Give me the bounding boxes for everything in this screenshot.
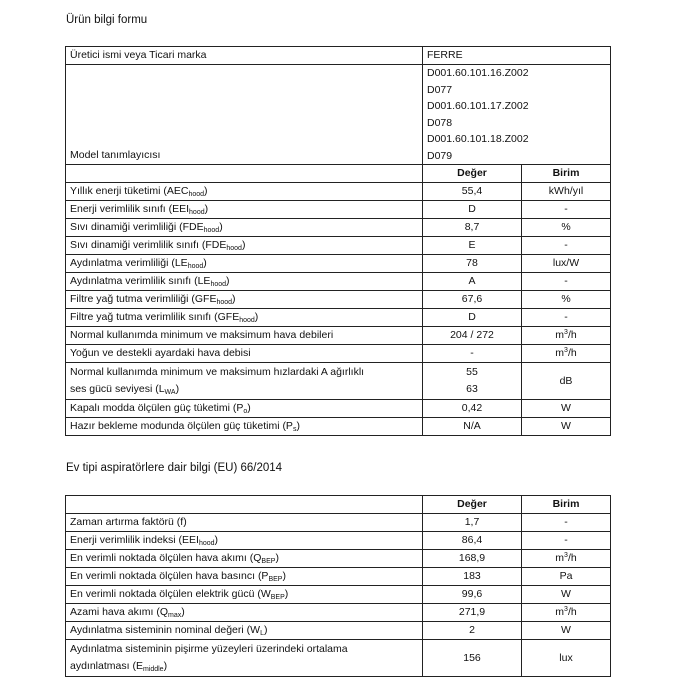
header-row [66, 496, 611, 514]
illumination-unit: lux [522, 640, 611, 677]
data-row [66, 586, 611, 604]
noise-label-line1: Normal kullanımda minimum ve maksimum hızlardaki A ağırlıklı [70, 366, 365, 378]
row-value: 78 [423, 255, 522, 273]
row-label: Kapalı modda ölçülen güç tüketimi $(P_o)$ [66, 400, 423, 418]
header-blank [66, 165, 423, 183]
noise-row [66, 363, 611, 400]
row-unit: W [522, 622, 611, 640]
row-value: - [423, 345, 522, 363]
row-unit: $m^3/h$ [522, 604, 611, 622]
brand-row [66, 47, 611, 65]
section2-title: Ev tipi aspiratörlere dair bilgi (EU) 66/2014 [66, 462, 283, 474]
row-unit: - [522, 237, 611, 255]
col-value-header: Değer [423, 165, 522, 183]
row-unit: W [522, 586, 611, 604]
row-value: 86,4 [423, 532, 522, 550]
row-value: 8,7 [423, 219, 522, 237]
row-label: Zaman artırma faktörü (f) [66, 514, 423, 532]
model-item: D001.60.101.18.Z002 [427, 133, 529, 145]
row-unit: lux/W [522, 255, 611, 273]
row-value: 67,6 [423, 291, 522, 309]
row-value: N/A [423, 418, 522, 436]
row-unit: - [522, 532, 611, 550]
illumination-label-line1: Aydınlatma sisteminin pişirme yüzeyleri üzerindeki ortalama [70, 643, 348, 655]
model-row [66, 65, 611, 165]
row-label: Hazır bekleme modunda ölçülen güç tüketimi $(P_s)$ [66, 418, 423, 436]
row-unit: $m^3/h$ [522, 327, 611, 345]
data-row [66, 327, 611, 345]
data-row [66, 622, 611, 640]
data-row [66, 273, 611, 291]
row-label: Azami hava akımı $(Q_{max})$ [66, 604, 423, 622]
row-unit: - [522, 273, 611, 291]
data-row [66, 532, 611, 550]
data-row [66, 309, 611, 327]
row-label: Aydınlatma sisteminin nominal değeri $(W_L)$ [66, 622, 423, 640]
data-row [66, 400, 611, 418]
data-row [66, 291, 611, 309]
noise-values [423, 363, 522, 400]
col-unit-header: Birim [522, 496, 611, 514]
model-list [423, 65, 611, 165]
model-item: D077 [427, 83, 453, 96]
row-unit: $m^3/h$ [522, 345, 611, 363]
col-unit-header: Birim [522, 165, 611, 183]
row-label: Sıvı dinamiği verimliliği $(FDE_{hood})$ [66, 219, 423, 237]
row-label: Filtre yağ tutma verimlilik sınıfı $(GFE_{hood})$ [66, 309, 423, 327]
illumination-label [66, 640, 423, 677]
row-label: Yoğun ve destekli ayardaki hava debisi [66, 345, 423, 363]
form-title: Ürün bilgi formu [66, 14, 148, 26]
row-unit: Pa [522, 568, 611, 586]
row-unit: kWh/yıl [522, 183, 611, 201]
row-unit: % [522, 291, 611, 309]
model-item: D079 [427, 149, 453, 162]
brand-label: Üretici ismi veya Ticari marka [66, 47, 423, 65]
row-label: Enerji verimlilik sınıfı $(EEI_{hood})$ [66, 201, 423, 219]
row-unit: - [522, 309, 611, 327]
illumination-label-line2: aydınlatması $(E_{middle})$ [70, 660, 168, 673]
row-label: En verimli noktada ölçülen elektrik gücü $(W_{BEP})$ [66, 586, 423, 604]
data-row [66, 183, 611, 201]
product-info-table [65, 46, 611, 436]
row-value: 204 / 272 [423, 327, 522, 345]
model-item: D078 [427, 116, 453, 129]
noise-max-value: 63 [466, 383, 478, 395]
row-value: 271,9 [423, 604, 522, 622]
row-label: Normal kullanımda minimum ve maksimum hava debileri [66, 327, 423, 345]
row-label: En verimli noktada ölçülen hava basıncı $(P_{BEP})$ [66, 568, 423, 586]
header-blank [66, 496, 423, 514]
noise-min-value: 55 [466, 366, 478, 378]
data-row [66, 568, 611, 586]
row-label: Aydınlatma verimliliği $(LE_{hood})$ [66, 255, 423, 273]
row-unit: - [522, 514, 611, 532]
brand-value: FERRE [423, 47, 611, 65]
row-value: 0,42 [423, 400, 522, 418]
model-label: Model tanımlayıcısı [66, 65, 423, 165]
row-label: Filtre yağ tutma verimliliği $(GFE_{hood})$ [66, 291, 423, 309]
noise-label [66, 363, 423, 400]
data-row [66, 345, 611, 363]
col-value-header: Değer [423, 496, 522, 514]
row-value: D [423, 201, 522, 219]
illumination-value: 156 [423, 640, 522, 677]
row-label: Yıllık enerji tüketimi $(AEC_{hood})$ [66, 183, 423, 201]
row-value: 99,6 [423, 586, 522, 604]
data-row [66, 604, 611, 622]
row-value: A [423, 273, 522, 291]
noise-label-line2: ses gücü seviyesi $(L_{WA})$ [70, 383, 180, 396]
row-unit: W [522, 418, 611, 436]
noise-unit: dB [522, 363, 611, 400]
data-row [66, 418, 611, 436]
row-unit: % [522, 219, 611, 237]
row-label: Sıvı dinamiği verimlilik sınıfı $(FDE_{hood})$ [66, 237, 423, 255]
row-label: En verimli noktada ölçülen hava akımı $(Q_{BEP})$ [66, 550, 423, 568]
row-value: 55,4 [423, 183, 522, 201]
data-row [66, 201, 611, 219]
row-value: D [423, 309, 522, 327]
hood-info-table [65, 495, 611, 677]
row-unit: - [522, 201, 611, 219]
row-value: 168,9 [423, 550, 522, 568]
row-unit: W [522, 400, 611, 418]
row-label: Aydınlatma verimlilik sınıfı $(LE_{hood})$ [66, 273, 423, 291]
illumination-row [66, 640, 611, 677]
row-label: Enerji verimlilik indeksi $(EEI_{hood})$ [66, 532, 423, 550]
data-row [66, 550, 611, 568]
data-row [66, 237, 611, 255]
data-row [66, 514, 611, 532]
header-row [66, 165, 611, 183]
model-item: D001.60.101.16.Z002 [427, 67, 529, 79]
row-value: 183 [423, 568, 522, 586]
data-row [66, 219, 611, 237]
data-row [66, 255, 611, 273]
row-value: E [423, 237, 522, 255]
row-value: 2 [423, 622, 522, 640]
row-unit: $m^3/h$ [522, 550, 611, 568]
row-value: 1,7 [423, 514, 522, 532]
model-item: D001.60.101.17.Z002 [427, 100, 529, 112]
